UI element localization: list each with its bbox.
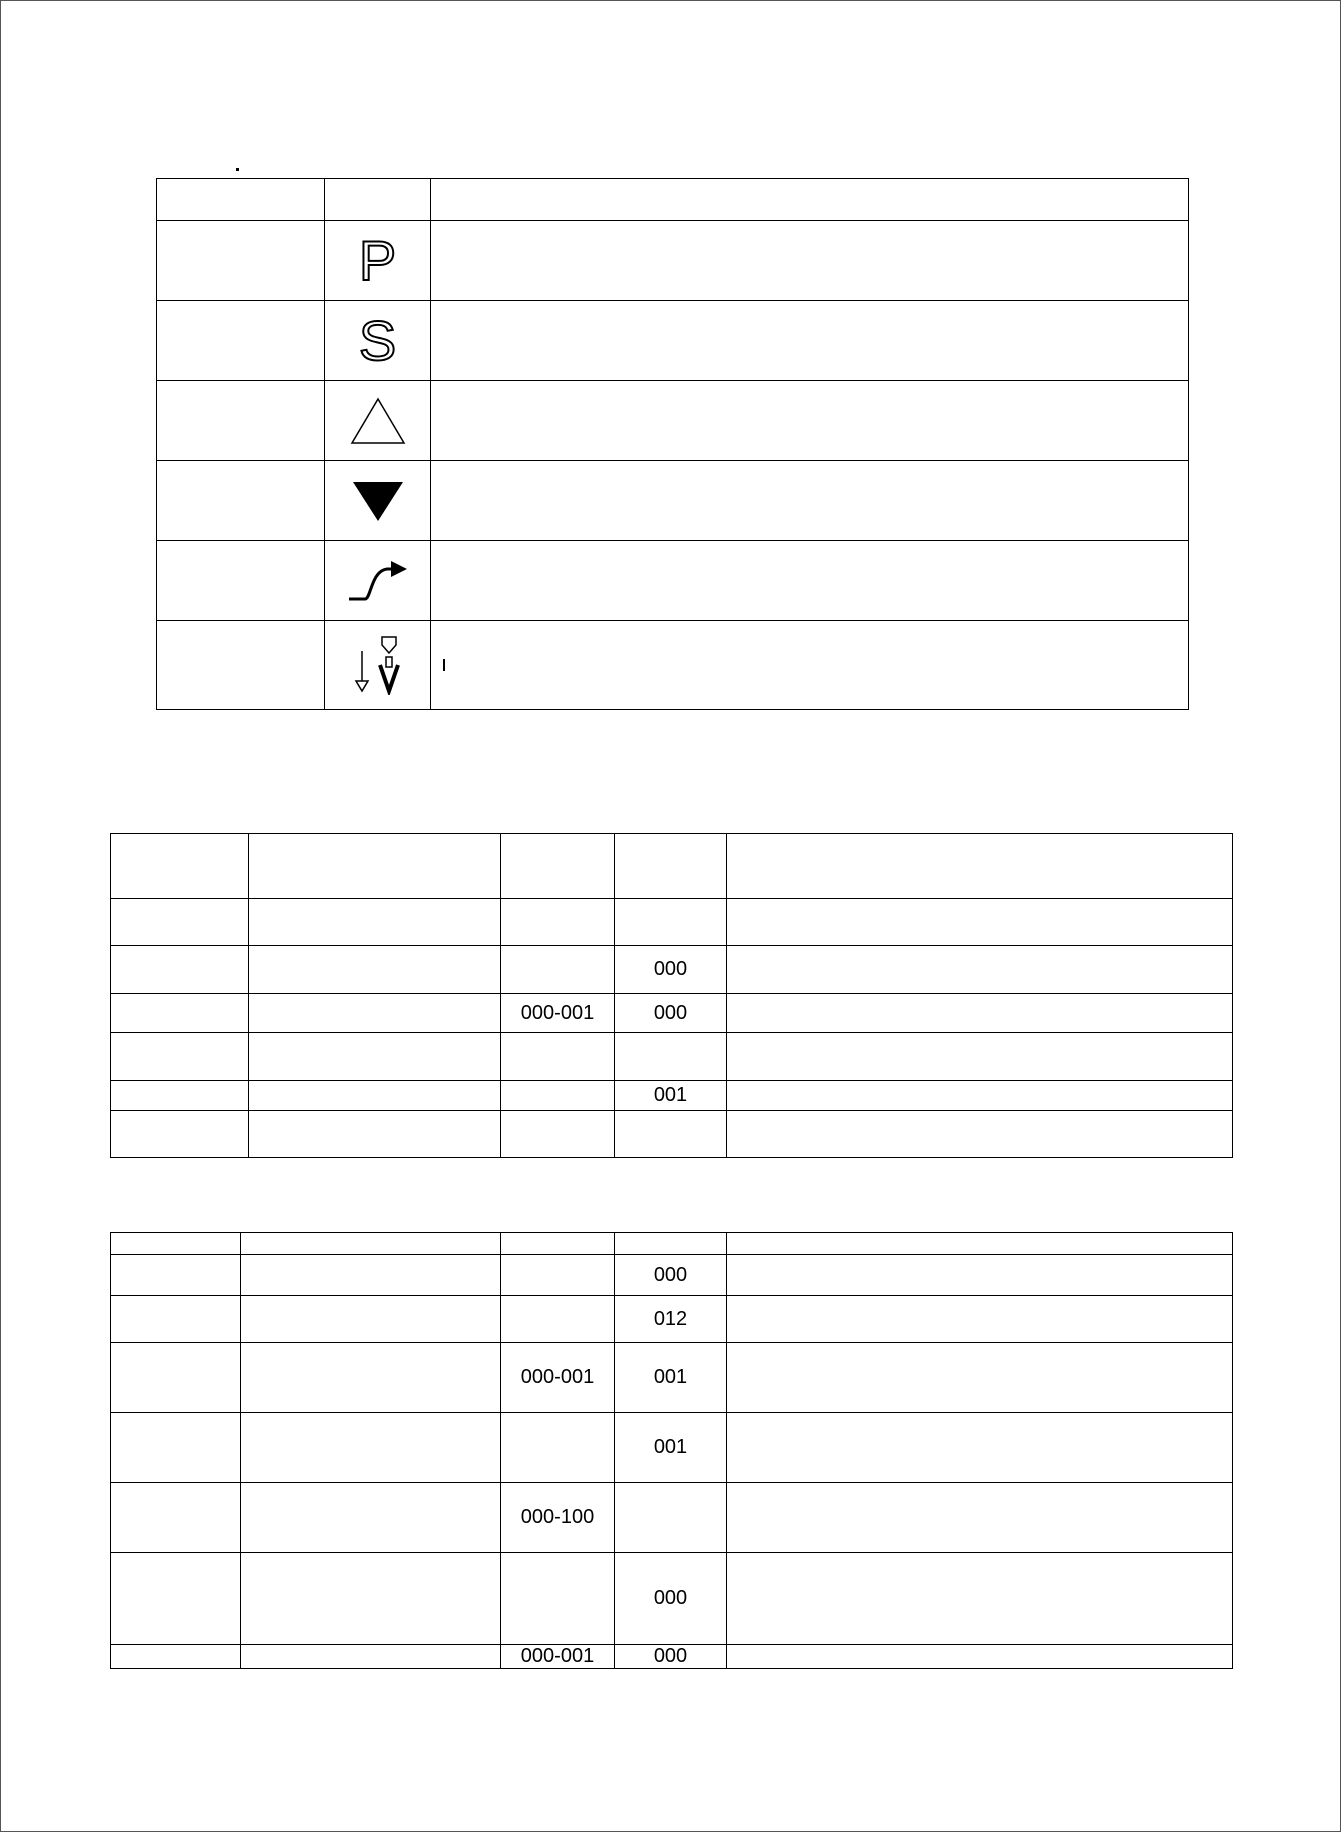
key-function-cell [431,221,1189,301]
key-row-curve [157,541,1189,621]
param-range-cell [501,1081,615,1111]
param-default-cell: 000 [615,1255,727,1296]
param-description-cell [727,1296,1233,1343]
key-function-cell [431,381,1189,461]
table-row [111,899,1233,946]
param-name-header [249,834,501,899]
table-row [111,1553,1233,1645]
param-name-cell [241,1413,501,1483]
table-row [111,994,1233,1033]
key-name-cell [157,221,325,301]
param-default-cell: 000 [615,1645,727,1669]
table-row [111,1033,1233,1081]
param-name-cell [249,1033,501,1081]
param-no-cell [111,994,249,1033]
param-table-2-header-row [111,1233,1233,1255]
param-description-cell [727,899,1233,946]
key-function-cell [431,541,1189,621]
key-symbol-cell [325,301,431,381]
letter-p-outline-icon: P [358,228,397,292]
param-default-cell: 001 [615,1343,727,1413]
param-default-cell [615,899,727,946]
letter-s-outline-icon: S [358,308,397,372]
param-name-cell [241,1483,501,1553]
param-default-cell: 000 [615,946,727,994]
key-name-cell [157,381,325,461]
param-range-cell [501,899,615,946]
param-description-cell [727,1081,1233,1111]
triangle-down-filled-icon [351,479,405,523]
table-row [111,1255,1233,1296]
key-table [156,178,1189,710]
param-table-1 [110,833,1233,1158]
param-no-cell [111,1255,241,1296]
param-default-header [615,1233,727,1255]
param-description-cell [727,946,1233,994]
param-no-header [111,834,249,899]
key-name-cell [157,461,325,541]
triangle-up-outline-icon [349,396,407,446]
param-default-cell [615,1033,727,1081]
param-description-cell [727,1255,1233,1296]
param-range-cell: 000-001 [501,994,615,1033]
needle-presser-icon [352,635,404,695]
param-description-cell [727,1033,1233,1081]
key-symbol-header [325,179,431,221]
param-range-cell [501,1255,615,1296]
param-description-header [727,834,1233,899]
key-symbol-cell [325,541,431,621]
table-row [111,1413,1233,1483]
key-function-cell [431,301,1189,381]
param-default-header [615,834,727,899]
param-name-cell [249,1111,501,1158]
param-no-cell [111,1413,241,1483]
key-name-header [157,179,325,221]
key-name-cell [157,621,325,710]
param-range-cell: 000-001 [501,1343,615,1413]
param-no-cell [111,1033,249,1081]
key-row-up [157,381,1189,461]
param-table-2 [110,1232,1233,1669]
key-symbol-cell [325,381,431,461]
param-range-cell [501,1413,615,1483]
param-name-cell [241,1255,501,1296]
param-description-cell [727,1645,1233,1669]
param-default-cell [615,1111,727,1158]
param-no-cell [111,1645,241,1669]
param-default-cell: 012 [615,1296,727,1343]
param-default-cell: 001 [615,1413,727,1483]
table-row [111,1111,1233,1158]
param-no-cell [111,946,249,994]
curved-arrow-icon [345,557,411,605]
param-range-cell [501,1111,615,1158]
param-name-cell [249,994,501,1033]
param-description-cell [727,994,1233,1033]
param-no-header [111,1233,241,1255]
param-no-cell [111,899,249,946]
key-function-cell [431,621,1189,710]
table-row [111,1343,1233,1413]
table-row [111,1483,1233,1553]
param-name-cell [249,899,501,946]
param-range-header [501,1233,615,1255]
key-row-p [157,221,1189,301]
param-description-header [727,1233,1233,1255]
key-symbol-cell [325,221,431,301]
table-row [111,1645,1233,1669]
param-default-cell: 001 [615,1081,727,1111]
param-range-cell [501,1296,615,1343]
param-range-cell: 000-100 [501,1483,615,1553]
key-symbol-cell [325,461,431,541]
param-name-cell [249,946,501,994]
key-name-cell [157,301,325,381]
param-name-header [241,1233,501,1255]
param-no-cell [111,1111,249,1158]
table-row [111,1081,1233,1111]
key-function-header [431,179,1189,221]
tick-mark [443,659,445,671]
param-name-cell [241,1645,501,1669]
param-no-cell [111,1553,241,1645]
param-no-cell [111,1343,241,1413]
key-row-s [157,301,1189,381]
param-range-cell: 000-001 [501,1645,615,1669]
param-range-cell [501,946,615,994]
key-name-cell [157,541,325,621]
param-name-cell [241,1553,501,1645]
key-table-header-row [157,179,1189,221]
stray-dot [236,168,239,171]
param-description-cell [727,1111,1233,1158]
param-default-cell [615,1483,727,1553]
param-range-header [501,834,615,899]
table-row [111,946,1233,994]
param-range-cell [501,1033,615,1081]
param-range-cell [501,1553,615,1645]
param-description-cell [727,1343,1233,1413]
key-row-down [157,461,1189,541]
param-name-cell [241,1343,501,1413]
table-row [111,1296,1233,1343]
param-table-1-header-row [111,834,1233,899]
key-symbol-cell [325,621,431,710]
key-row-needle [157,621,1189,710]
key-function-cell [431,461,1189,541]
param-default-cell: 000 [615,994,727,1033]
param-name-cell [241,1296,501,1343]
param-no-cell [111,1296,241,1343]
param-default-cell: 000 [615,1553,727,1645]
param-description-cell [727,1553,1233,1645]
param-name-cell [249,1081,501,1111]
param-no-cell [111,1081,249,1111]
param-no-cell [111,1483,241,1553]
param-description-cell [727,1413,1233,1483]
param-description-cell [727,1483,1233,1553]
